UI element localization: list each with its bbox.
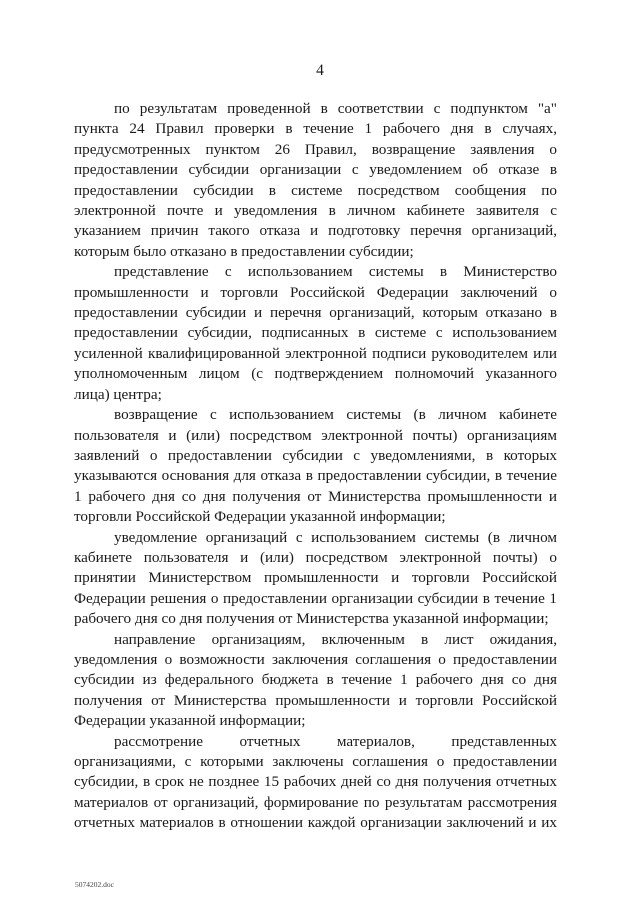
paragraph: уведомление организаций с использованием системы (в личном кабинете пользователя и (или) посредством электронной почты) о принятии Министерством промышленности и торговли Российской Федерации решения о предоставлении организации субсидии в течение 1 рабочего дня со дня получения от Министерства указанной информации; bbox=[74, 528, 557, 628]
document-body bbox=[74, 99, 557, 834]
paragraph: возвращение с использованием системы (в личном кабинете пользователя и (или) посредством электронной почты) организациям заявлений о предоставлении субсидии с уведомлениями, в которых указываются основания для отказа в предоставлении субсидии, в течение 1 рабочего дня со дня получения от Министерства промышленности и торговли Российской Федерации указанной информации; bbox=[74, 406, 557, 526]
page-number: 4 bbox=[316, 62, 324, 79]
document-footer-code: 5074202.doc bbox=[75, 880, 114, 889]
paragraph: рассмотрение отчетных материалов, представленных организациями, с которыми заключены соглашения о предоставлении субсидии, в срок не позднее 15 рабочих дней со дня получения отчетных материалов от организаций, формирование по результатам рассмотрения отчетных материалов в отношении каждой организации заключений и их bbox=[74, 732, 557, 832]
paragraph: по результатам проведенной в соответствии с подпунктом "а" пункта 24 Правил проверки в течение 1 рабочего дня в случаях, предусмотренных пунктом 26 Правил, возвращение заявления о предоставлении субсидии организации с уведомлением об отказе в предоставлении субсидии в системе посредством сообщения по электронной почте и уведомления в личном кабинете заявителя с указанием причин такого отказа и подготовку перечня организаций, которым было отказано в предоставлении субсидии; bbox=[74, 100, 557, 260]
paragraph: направление организациям, включенным в лист ожидания, уведомления о возможности заключения соглашения о предоставлении субсидии из федерального бюджета в течение 1 рабочего дня со дня получения от Министерства промышленности и торговли Российской Федерации указанной информации; bbox=[74, 630, 557, 730]
paragraph: представление с использованием системы в Министерство промышленности и торговли Российской Федерации заключений о предоставлении субсидии и перечня организаций, которым отказано в предоставлении субсидии, подписанных в системе с использованием усиленной квалифицированной электронной подписи руководителем или уполномоченным лицом (с подтверждением полномочий указанного лица) центра; bbox=[74, 263, 557, 403]
